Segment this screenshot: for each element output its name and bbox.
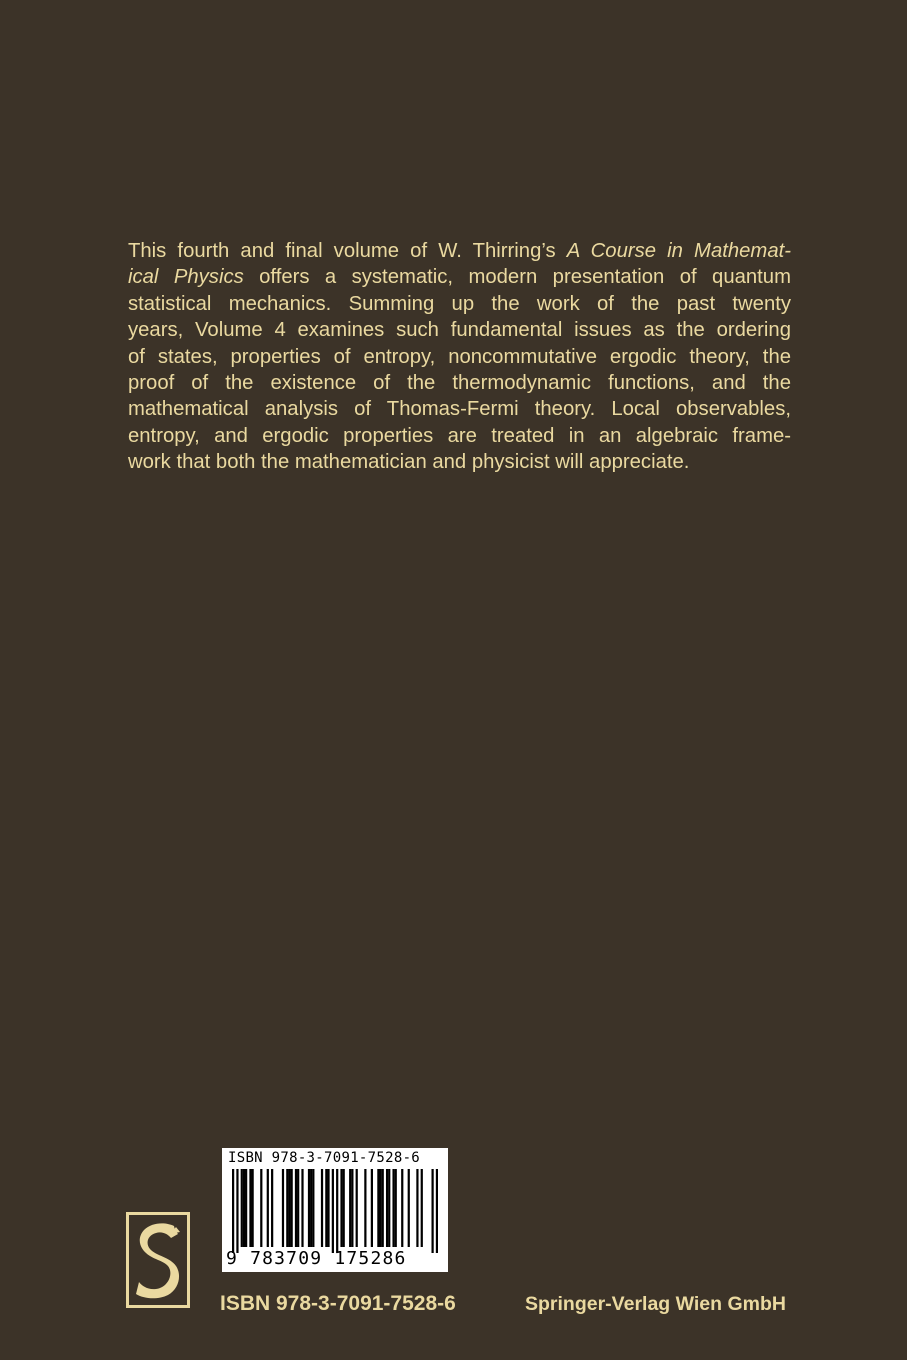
barcode-bar [236,1169,238,1253]
barcode-bar [245,1169,247,1247]
barcode-bar [421,1169,423,1247]
barcode-bar [327,1169,329,1247]
barcode-bars [232,1169,438,1253]
barcode-bar [436,1169,438,1253]
barcode-bar [388,1169,390,1247]
barcode-bar [297,1169,299,1247]
barcode-bar [286,1169,288,1247]
barcode-bar [249,1169,251,1247]
barcode-bar [336,1169,338,1253]
isbn-text: ISBN 978-3-7091-7528-6 [220,1292,456,1315]
barcode-bar [386,1169,388,1247]
barcode-bar [379,1169,381,1247]
barcode-bar [408,1169,410,1247]
description-line: mathematical analysis of Thomas-Fermi theory. Local observables, [128,398,791,421]
barcode-bar [232,1169,234,1253]
barcode-digits: 9 783709 175286 [226,1248,407,1269]
barcode-bar [310,1169,312,1247]
description-line: entropy, and ergodic properties are treated in an algebraic frame- [128,424,791,447]
barcode-bar [295,1169,297,1247]
isbn-barcode [222,1148,448,1272]
barcode-bar [291,1169,293,1247]
barcode-bar [349,1169,351,1247]
barcode-bar [382,1169,384,1247]
barcode-bar [392,1169,394,1247]
barcode-bar [325,1169,327,1247]
description-text: This fourth and final volume of W. Thirring’s [128,240,567,262]
barcode-bar [340,1169,342,1247]
description-line [128,264,791,290]
barcode-bar [351,1169,353,1247]
barcode-bar [260,1169,262,1247]
publisher-name: Springer-Verlag Wien GmbH [525,1293,786,1315]
back-cover-description [128,238,791,476]
barcode-bar [431,1169,433,1253]
barcode-bar [241,1169,243,1247]
book-title-italic: ical Physics [128,266,244,289]
description-line: of states, properties of entropy, noncommutative ergodic theory, the [128,345,791,368]
barcode-bar [364,1169,366,1247]
springer-knight-logo-icon [126,1212,190,1308]
description-text: offers a systematic, modern presentation of quantum [243,266,791,289]
barcode-bar [267,1169,269,1247]
barcode-bar [252,1169,254,1247]
barcode-bar [243,1169,245,1247]
barcode-bar [416,1169,418,1247]
description-line [128,238,791,264]
description-line: years, Volume 4 examines such fundamental issues as the ordering [128,319,791,342]
barcode-bar [288,1169,290,1247]
description-line: proof of the existence of the thermodynamic functions, and the [128,372,791,395]
barcode-bar [308,1169,310,1247]
barcode-bar [343,1169,345,1247]
barcode-bar [371,1169,373,1247]
barcode-bar [332,1169,334,1253]
barcode-bar [356,1169,358,1247]
barcode-bar [401,1169,403,1247]
barcode-bar [395,1169,397,1247]
barcode-bar [282,1169,284,1247]
description-line: work that both the mathematician and physicist will appreciate. [128,451,690,474]
barcode-bar [271,1169,273,1247]
book-title-italic: A Course in Mathemat- [566,240,791,262]
barcode-isbn-label: ISBN 978-3-7091-7528-6 [228,1150,421,1166]
barcode-bar [321,1169,323,1247]
barcode-bar [301,1169,303,1247]
barcode-bar [377,1169,379,1247]
barcode-bar [312,1169,314,1247]
description-line: statistical mechanics. Summing up the work of the past twenty [128,292,791,315]
